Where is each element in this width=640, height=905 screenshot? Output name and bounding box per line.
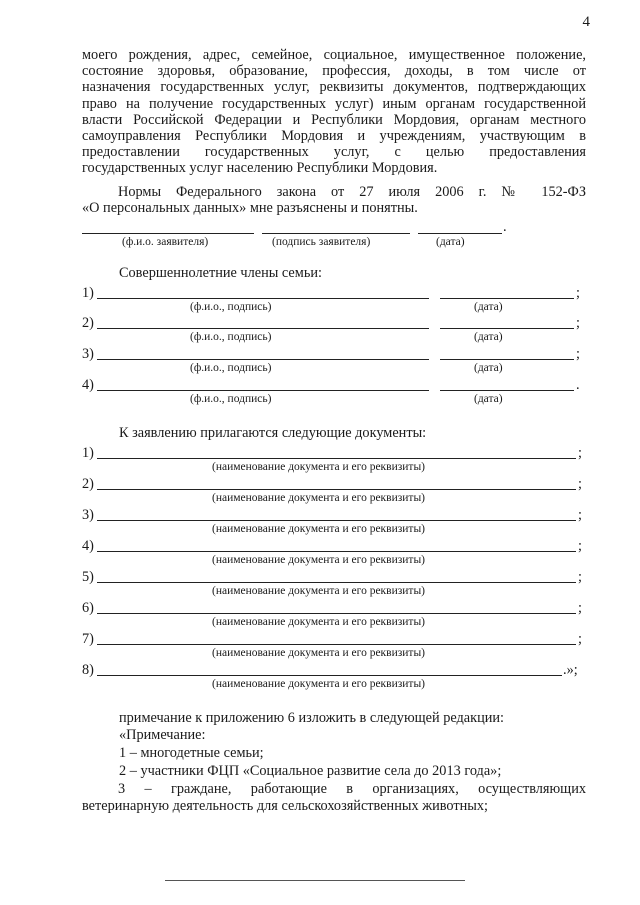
document-row-end: ;	[578, 476, 582, 492]
page-number: 4	[582, 14, 590, 30]
intro-line: назначения государственных услуг, реквизиты документов, подтверждающих	[82, 79, 586, 96]
note-line: «Примечание:	[119, 727, 206, 743]
family-row-end: ;	[576, 315, 580, 331]
family-fio-caption: (ф.и.о., подпись)	[190, 362, 272, 374]
document-row-number: 8)	[82, 662, 94, 678]
document-caption: (наименование документа и его реквизиты)	[212, 647, 425, 659]
document-row-number: 7)	[82, 631, 94, 647]
document-field[interactable]	[97, 458, 576, 459]
intro-paragraph	[82, 47, 586, 177]
document-row-end: .»;	[563, 662, 578, 678]
document-field[interactable]	[97, 644, 576, 645]
document-row-number: 5)	[82, 569, 94, 585]
family-date-field[interactable]	[440, 298, 574, 299]
document-caption: (наименование документа и его реквизиты)	[212, 554, 425, 566]
family-fio-caption: (ф.и.о., подпись)	[190, 393, 272, 405]
family-date-field[interactable]	[440, 328, 574, 329]
family-fio-field[interactable]	[97, 298, 429, 299]
document-caption: (наименование документа и его реквизиты)	[212, 678, 425, 690]
family-fio-field[interactable]	[97, 390, 429, 391]
document-row-number: 3)	[82, 507, 94, 523]
document-caption: (наименование документа и его реквизиты)	[212, 523, 425, 535]
documents-heading: К заявлению прилагаются следующие документы:	[119, 425, 427, 441]
bottom-divider	[165, 880, 465, 881]
law-line: «О персональных данных» мне разъяснены и понятны.	[82, 200, 418, 217]
family-date-caption: (дата)	[474, 331, 503, 343]
intro-line: государственных услуг населению Республики Мордовия.	[82, 160, 438, 177]
intro-line: власти Российской Федерации и Республики Мордовия, органам местного	[82, 111, 586, 128]
note-line: 1 – многодетные семьи;	[119, 745, 264, 761]
family-date-field[interactable]	[440, 390, 574, 391]
intro-line: моего рождения, адрес, семейное, социальное, имущественное положение,	[82, 47, 586, 63]
document-caption: (наименование документа и его реквизиты)	[212, 585, 425, 597]
intro-line: предоставлении государственных услуг, с целью предоставления	[82, 144, 586, 161]
document-row-number: 2)	[82, 476, 94, 492]
family-row-end: .	[576, 377, 580, 393]
note-line: примечание к приложению 6 изложить в следующей редакции:	[119, 710, 504, 726]
document-caption: (наименование документа и его реквизиты)	[212, 461, 425, 473]
family-row-end: ;	[576, 285, 580, 301]
family-row-number: 1)	[82, 285, 94, 301]
document-field[interactable]	[97, 582, 576, 583]
document-row-end: ;	[578, 631, 582, 647]
family-date-caption: (дата)	[474, 362, 503, 374]
document-caption: (наименование документа и его реквизиты)	[212, 492, 425, 504]
intro-line: самоуправления Республики Мордовия и учреждениям, участвующим в	[82, 128, 586, 145]
document-row-end: ;	[578, 538, 582, 554]
family-heading: Совершеннолетние члены семьи:	[119, 265, 322, 281]
date-applicant-field[interactable]	[418, 233, 502, 234]
family-fio-caption: (ф.и.о., подпись)	[190, 331, 272, 343]
intro-line: состояние здоровья, образование, профессия, доходы, в том числе от	[82, 63, 586, 80]
fio-applicant-field[interactable]	[82, 233, 254, 234]
document-row-end: ;	[578, 507, 582, 523]
note-line: ветеринарную деятельность для сельскохозяйственных животных;	[82, 798, 488, 814]
date-applicant-caption: (дата)	[436, 236, 465, 248]
family-date-field[interactable]	[440, 359, 574, 360]
document-row-end: ;	[578, 569, 582, 585]
family-row-number: 2)	[82, 315, 94, 331]
document-row-end: ;	[578, 600, 582, 616]
document-field[interactable]	[97, 520, 576, 521]
document-field[interactable]	[97, 551, 576, 552]
family-fio-field[interactable]	[97, 359, 429, 360]
document-field[interactable]	[97, 489, 576, 490]
document-field[interactable]	[97, 613, 576, 614]
fio-applicant-caption: (ф.и.о. заявителя)	[122, 236, 209, 248]
document-row-number: 4)	[82, 538, 94, 554]
family-fio-field[interactable]	[97, 328, 429, 329]
note-line: 2 – участники ФЦП «Социальное развитие села до 2013 года»;	[119, 763, 502, 779]
family-row-number: 4)	[82, 377, 94, 393]
signature-applicant-caption: (подпись заявителя)	[272, 236, 371, 248]
intro-line: право на получение государственных услуг) иным органам государственной	[82, 95, 586, 112]
document-row-number: 1)	[82, 445, 94, 461]
signature-applicant-field[interactable]	[262, 233, 410, 234]
document-row-number: 6)	[82, 600, 94, 616]
document-row-end: ;	[578, 445, 582, 461]
signature-end-mark: .	[503, 219, 507, 235]
family-fio-caption: (ф.и.о., подпись)	[190, 301, 272, 313]
family-date-caption: (дата)	[474, 301, 503, 313]
family-date-caption: (дата)	[474, 393, 503, 405]
law-paragraph	[82, 184, 586, 216]
law-line: Нормы Федерального закона от 27 июля 2006 г. № 152-ФЗ	[118, 184, 586, 200]
document-field[interactable]	[97, 675, 562, 676]
family-row-number: 3)	[82, 346, 94, 362]
note-paragraph	[82, 781, 586, 815]
family-row-end: ;	[576, 346, 580, 362]
document-caption: (наименование документа и его реквизиты)	[212, 616, 425, 628]
note-line: 3 – граждане, работающие в организациях, осуществляющих	[118, 781, 586, 797]
